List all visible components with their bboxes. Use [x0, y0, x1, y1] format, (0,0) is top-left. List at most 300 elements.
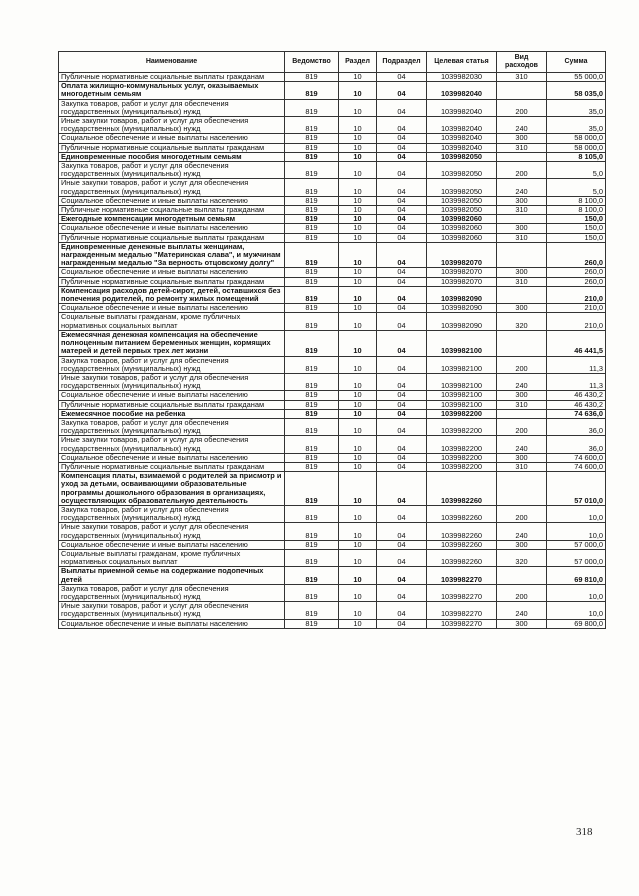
- table-row: [59, 215, 606, 224]
- cell-vid-raskhodov: 200: [497, 505, 547, 522]
- cell-summa: 74 600,0: [547, 453, 606, 462]
- cell-vid-raskhodov: [497, 152, 547, 161]
- cell-name: Социальное обеспечение и иные выплаты населению: [59, 619, 285, 628]
- cell-summa: 11,3: [547, 373, 606, 390]
- cell-summa: 46 430,2: [547, 391, 606, 400]
- cell-podrazdel: 04: [377, 179, 427, 196]
- cell-vedomstvo: 819: [285, 462, 339, 471]
- cell-summa: 36,0: [547, 418, 606, 435]
- cell-vid-raskhodov: 300: [497, 540, 547, 549]
- cell-vedomstvo: 819: [285, 409, 339, 418]
- cell-summa: 74 600,0: [547, 462, 606, 471]
- cell-name: Выплаты приемной семье на содержание подопечных детей: [59, 567, 285, 584]
- table-row: [59, 619, 606, 628]
- cell-summa: 58 035,0: [547, 82, 606, 99]
- cell-vid-raskhodov: 240: [497, 373, 547, 390]
- cell-vedomstvo: 819: [285, 179, 339, 196]
- cell-razdel: 10: [339, 313, 377, 330]
- table-row: [59, 418, 606, 435]
- table-row: [59, 409, 606, 418]
- table-row: [59, 523, 606, 540]
- cell-vedomstvo: 819: [285, 418, 339, 435]
- cell-summa: 8 105,0: [547, 152, 606, 161]
- cell-vedomstvo: 819: [285, 206, 339, 215]
- cell-vid-raskhodov: [497, 409, 547, 418]
- cell-vedomstvo: 819: [285, 523, 339, 540]
- cell-razdel: 10: [339, 196, 377, 205]
- cell-summa: 210,0: [547, 304, 606, 313]
- cell-vedomstvo: 819: [285, 224, 339, 233]
- table-row: [59, 242, 606, 268]
- cell-name: Единовременные денежные выплаты женщинам, награжденным медалью "Материнская слава", и мужчинам награжденным медалью "За верность отцовскому долгу": [59, 242, 285, 268]
- table-row: [59, 277, 606, 286]
- cell-razdel: 10: [339, 602, 377, 619]
- table-row: [59, 224, 606, 233]
- cell-razdel: 10: [339, 436, 377, 453]
- cell-summa: 150,0: [547, 224, 606, 233]
- cell-podrazdel: 04: [377, 162, 427, 179]
- cell-razdel: 10: [339, 540, 377, 549]
- cell-razdel: 10: [339, 400, 377, 409]
- cell-vedomstvo: 819: [285, 242, 339, 268]
- cell-podrazdel: 04: [377, 540, 427, 549]
- cell-celevaya-statya: 1039982040: [427, 117, 497, 134]
- cell-celevaya-statya: 1039982270: [427, 619, 497, 628]
- cell-razdel: 10: [339, 330, 377, 356]
- cell-celevaya-statya: 1039982070: [427, 242, 497, 268]
- cell-podrazdel: 04: [377, 472, 427, 506]
- cell-razdel: 10: [339, 117, 377, 134]
- cell-vedomstvo: 819: [285, 304, 339, 313]
- cell-name: Социальное обеспечение и иные выплаты населению: [59, 196, 285, 205]
- cell-celevaya-statya: 1039982050: [427, 196, 497, 205]
- table-row: [59, 162, 606, 179]
- cell-summa: 260,0: [547, 268, 606, 277]
- cell-vedomstvo: 819: [285, 356, 339, 373]
- header-vedomstvo: Ведомство: [285, 52, 339, 73]
- cell-vedomstvo: 819: [285, 549, 339, 566]
- cell-vid-raskhodov: 300: [497, 224, 547, 233]
- cell-name: Социальное обеспечение и иные выплаты населению: [59, 391, 285, 400]
- cell-podrazdel: 04: [377, 418, 427, 435]
- cell-vid-raskhodov: 310: [497, 277, 547, 286]
- cell-razdel: 10: [339, 523, 377, 540]
- cell-podrazdel: 04: [377, 99, 427, 116]
- cell-podrazdel: 04: [377, 356, 427, 373]
- cell-podrazdel: 04: [377, 409, 427, 418]
- table-row: [59, 584, 606, 601]
- cell-summa: 36,0: [547, 436, 606, 453]
- cell-celevaya-statya: 1039982260: [427, 523, 497, 540]
- table-row: [59, 99, 606, 116]
- cell-razdel: 10: [339, 373, 377, 390]
- table-row: [59, 268, 606, 277]
- cell-vedomstvo: 819: [285, 373, 339, 390]
- cell-celevaya-statya: 1039982090: [427, 304, 497, 313]
- cell-name: Публичные нормативные социальные выплаты гражданам: [59, 462, 285, 471]
- cell-name: Публичные нормативные социальные выплаты гражданам: [59, 277, 285, 286]
- cell-vid-raskhodov: 240: [497, 523, 547, 540]
- table-row: [59, 356, 606, 373]
- cell-vedomstvo: 819: [285, 82, 339, 99]
- cell-summa: 46 430,2: [547, 400, 606, 409]
- cell-podrazdel: 04: [377, 584, 427, 601]
- cell-razdel: 10: [339, 356, 377, 373]
- cell-razdel: 10: [339, 549, 377, 566]
- cell-summa: 260,0: [547, 242, 606, 268]
- table-row: [59, 602, 606, 619]
- cell-vid-raskhodov: 310: [497, 400, 547, 409]
- cell-summa: 35,0: [547, 99, 606, 116]
- table-row: [59, 400, 606, 409]
- cell-name: Закупка товаров, работ и услуг для обеспечения государственных (муниципальных) нужд: [59, 418, 285, 435]
- cell-celevaya-statya: 1039982030: [427, 73, 497, 82]
- cell-name: Закупка товаров, работ и услуг для обеспечения государственных (муниципальных) нужд: [59, 356, 285, 373]
- cell-summa: 150,0: [547, 215, 606, 224]
- cell-vid-raskhodov: [497, 286, 547, 303]
- table-body: [59, 73, 606, 629]
- table-row: [59, 152, 606, 161]
- cell-vid-raskhodov: 300: [497, 268, 547, 277]
- cell-vedomstvo: 819: [285, 117, 339, 134]
- table-row: [59, 286, 606, 303]
- table-row: [59, 143, 606, 152]
- cell-celevaya-statya: 1039982040: [427, 99, 497, 116]
- cell-name: Компенсация расходов детей-сирот, детей, оставшихся без попечения родителей, по ремонту жилых помещений: [59, 286, 285, 303]
- cell-name: Публичные нормативные социальные выплаты гражданам: [59, 400, 285, 409]
- cell-razdel: 10: [339, 215, 377, 224]
- cell-celevaya-statya: 1039982100: [427, 330, 497, 356]
- cell-vid-raskhodov: 300: [497, 304, 547, 313]
- header-name: Наименование: [59, 52, 285, 73]
- cell-razdel: 10: [339, 567, 377, 584]
- cell-razdel: 10: [339, 242, 377, 268]
- cell-name: Иные закупки товаров, работ и услуг для обеспечения государственных (муниципальных) нужд: [59, 602, 285, 619]
- cell-name: Ежегодные компенсации многодетным семьям: [59, 215, 285, 224]
- cell-name: Публичные нормативные социальные выплаты гражданам: [59, 206, 285, 215]
- cell-celevaya-statya: 1039982060: [427, 233, 497, 242]
- cell-celevaya-statya: 1039982100: [427, 356, 497, 373]
- cell-vid-raskhodov: 200: [497, 584, 547, 601]
- table-header-row: [59, 52, 606, 73]
- header-celevaya-statya: Целевая статья: [427, 52, 497, 73]
- table-row: [59, 330, 606, 356]
- cell-celevaya-statya: 1039982050: [427, 206, 497, 215]
- cell-podrazdel: 04: [377, 143, 427, 152]
- table-row: [59, 540, 606, 549]
- cell-vid-raskhodov: [497, 242, 547, 268]
- cell-summa: 10,0: [547, 584, 606, 601]
- cell-razdel: 10: [339, 206, 377, 215]
- cell-razdel: 10: [339, 73, 377, 82]
- budget-table: [58, 51, 606, 629]
- cell-summa: 5,0: [547, 162, 606, 179]
- table-row: [59, 179, 606, 196]
- cell-celevaya-statya: 1039982270: [427, 584, 497, 601]
- header-podrazdel: Подраздел: [377, 52, 427, 73]
- cell-vid-raskhodov: 310: [497, 206, 547, 215]
- cell-name: Единовременные пособия многодетным семьям: [59, 152, 285, 161]
- cell-podrazdel: 04: [377, 436, 427, 453]
- cell-celevaya-statya: 1039982070: [427, 277, 497, 286]
- cell-vedomstvo: 819: [285, 143, 339, 152]
- cell-summa: 10,0: [547, 505, 606, 522]
- cell-summa: 5,0: [547, 179, 606, 196]
- table-row: [59, 472, 606, 506]
- cell-vedomstvo: 819: [285, 233, 339, 242]
- cell-celevaya-statya: 1039982050: [427, 179, 497, 196]
- cell-vid-raskhodov: 300: [497, 391, 547, 400]
- cell-podrazdel: 04: [377, 82, 427, 99]
- cell-vid-raskhodov: 240: [497, 179, 547, 196]
- cell-name: Иные закупки товаров, работ и услуг для обеспечения государственных (муниципальных) нужд: [59, 436, 285, 453]
- cell-razdel: 10: [339, 418, 377, 435]
- cell-podrazdel: 04: [377, 233, 427, 242]
- cell-podrazdel: 04: [377, 567, 427, 584]
- cell-razdel: 10: [339, 82, 377, 99]
- cell-vid-raskhodov: [497, 215, 547, 224]
- cell-celevaya-statya: 1039982040: [427, 143, 497, 152]
- cell-celevaya-statya: 1039982050: [427, 152, 497, 161]
- cell-celevaya-statya: 1039982270: [427, 602, 497, 619]
- cell-name: Публичные нормативные социальные выплаты гражданам: [59, 143, 285, 152]
- cell-name: Социальное обеспечение и иные выплаты населению: [59, 134, 285, 143]
- cell-vid-raskhodov: [497, 567, 547, 584]
- table-row: [59, 206, 606, 215]
- table-row: [59, 436, 606, 453]
- cell-podrazdel: 04: [377, 330, 427, 356]
- cell-razdel: 10: [339, 619, 377, 628]
- cell-summa: 74 636,0: [547, 409, 606, 418]
- cell-summa: 58 000,0: [547, 134, 606, 143]
- cell-podrazdel: 04: [377, 277, 427, 286]
- cell-celevaya-statya: 1039982090: [427, 286, 497, 303]
- cell-summa: 69 810,0: [547, 567, 606, 584]
- cell-summa: 10,0: [547, 602, 606, 619]
- cell-vid-raskhodov: [497, 330, 547, 356]
- cell-vid-raskhodov: [497, 472, 547, 506]
- cell-celevaya-statya: 1039982260: [427, 549, 497, 566]
- header-razdel: Раздел: [339, 52, 377, 73]
- cell-summa: 69 800,0: [547, 619, 606, 628]
- cell-celevaya-statya: 1039982100: [427, 391, 497, 400]
- cell-vid-raskhodov: 200: [497, 162, 547, 179]
- cell-name: Социальное обеспечение и иные выплаты населению: [59, 453, 285, 462]
- cell-name: Иные закупки товаров, работ и услуг для обеспечения государственных (муниципальных) нужд: [59, 523, 285, 540]
- cell-vedomstvo: 819: [285, 134, 339, 143]
- cell-vedomstvo: 819: [285, 400, 339, 409]
- cell-name: Ежемесячное пособие на ребенка: [59, 409, 285, 418]
- cell-vid-raskhodov: [497, 82, 547, 99]
- cell-podrazdel: 04: [377, 73, 427, 82]
- cell-celevaya-statya: 1039982100: [427, 400, 497, 409]
- cell-summa: 8 100,0: [547, 196, 606, 205]
- cell-name: Закупка товаров, работ и услуг для обеспечения государственных (муниципальных) нужд: [59, 162, 285, 179]
- cell-summa: 57 000,0: [547, 549, 606, 566]
- table-row: [59, 233, 606, 242]
- cell-podrazdel: 04: [377, 224, 427, 233]
- cell-podrazdel: 04: [377, 215, 427, 224]
- page-number: 318: [576, 826, 593, 838]
- cell-name: Оплата жилищно-коммунальных услуг, оказываемых многодетным семьям: [59, 82, 285, 99]
- cell-podrazdel: 04: [377, 453, 427, 462]
- cell-name: Социальные выплаты гражданам, кроме публичных нормативных социальных выплат: [59, 549, 285, 566]
- cell-celevaya-statya: 1039982200: [427, 436, 497, 453]
- cell-celevaya-statya: 1039982260: [427, 540, 497, 549]
- table-row: [59, 391, 606, 400]
- table-row: [59, 462, 606, 471]
- cell-vedomstvo: 819: [285, 453, 339, 462]
- cell-vedomstvo: 819: [285, 472, 339, 506]
- cell-podrazdel: 04: [377, 117, 427, 134]
- cell-podrazdel: 04: [377, 400, 427, 409]
- cell-celevaya-statya: 1039982270: [427, 567, 497, 584]
- cell-vedomstvo: 819: [285, 73, 339, 82]
- cell-vedomstvo: 819: [285, 99, 339, 116]
- cell-summa: 57 010,0: [547, 472, 606, 506]
- cell-summa: 57 000,0: [547, 540, 606, 549]
- cell-vedomstvo: 819: [285, 330, 339, 356]
- cell-podrazdel: 04: [377, 523, 427, 540]
- cell-podrazdel: 04: [377, 549, 427, 566]
- table-row: [59, 196, 606, 205]
- cell-podrazdel: 04: [377, 602, 427, 619]
- cell-summa: 55 000,0: [547, 73, 606, 82]
- cell-celevaya-statya: 1039982260: [427, 472, 497, 506]
- cell-celevaya-statya: 1039982040: [427, 134, 497, 143]
- cell-vedomstvo: 819: [285, 162, 339, 179]
- cell-name: Социальное обеспечение и иные выплаты населению: [59, 268, 285, 277]
- cell-podrazdel: 04: [377, 268, 427, 277]
- cell-celevaya-statya: 1039982260: [427, 505, 497, 522]
- cell-razdel: 10: [339, 179, 377, 196]
- cell-celevaya-statya: 1039982090: [427, 313, 497, 330]
- cell-vid-raskhodov: 320: [497, 549, 547, 566]
- cell-name: Закупка товаров, работ и услуг для обеспечения государственных (муниципальных) нужд: [59, 99, 285, 116]
- header-summa: Сумма: [547, 52, 606, 73]
- cell-razdel: 10: [339, 584, 377, 601]
- cell-celevaya-statya: 1039982200: [427, 462, 497, 471]
- cell-vid-raskhodov: 300: [497, 619, 547, 628]
- cell-vid-raskhodov: 300: [497, 453, 547, 462]
- cell-name: Публичные нормативные социальные выплаты гражданам: [59, 233, 285, 242]
- table-row: [59, 134, 606, 143]
- cell-razdel: 10: [339, 472, 377, 506]
- cell-vid-raskhodov: 300: [497, 134, 547, 143]
- cell-vid-raskhodov: 200: [497, 356, 547, 373]
- cell-vedomstvo: 819: [285, 215, 339, 224]
- cell-podrazdel: 04: [377, 286, 427, 303]
- cell-vid-raskhodov: 310: [497, 73, 547, 82]
- cell-vid-raskhodov: 300: [497, 196, 547, 205]
- cell-celevaya-statya: 1039982200: [427, 418, 497, 435]
- cell-podrazdel: 04: [377, 196, 427, 205]
- cell-razdel: 10: [339, 99, 377, 116]
- cell-name: Закупка товаров, работ и услуг для обеспечения государственных (муниципальных) нужд: [59, 505, 285, 522]
- cell-vedomstvo: 819: [285, 505, 339, 522]
- cell-vedomstvo: 819: [285, 152, 339, 161]
- cell-summa: 150,0: [547, 233, 606, 242]
- cell-name: Иные закупки товаров, работ и услуг для обеспечения государственных (муниципальных) нужд: [59, 373, 285, 390]
- cell-vid-raskhodov: 200: [497, 418, 547, 435]
- cell-podrazdel: 04: [377, 304, 427, 313]
- cell-vid-raskhodov: 310: [497, 233, 547, 242]
- cell-podrazdel: 04: [377, 373, 427, 390]
- cell-summa: 11,3: [547, 356, 606, 373]
- cell-podrazdel: 04: [377, 134, 427, 143]
- cell-razdel: 10: [339, 462, 377, 471]
- cell-summa: 35,0: [547, 117, 606, 134]
- cell-celevaya-statya: 1039982200: [427, 453, 497, 462]
- cell-name: Социальное обеспечение и иные выплаты населению: [59, 540, 285, 549]
- cell-celevaya-statya: 1039982100: [427, 373, 497, 390]
- cell-razdel: 10: [339, 162, 377, 179]
- cell-name: Иные закупки товаров, работ и услуг для обеспечения государственных (муниципальных) нужд: [59, 117, 285, 134]
- cell-vid-raskhodov: 310: [497, 143, 547, 152]
- cell-podrazdel: 04: [377, 391, 427, 400]
- cell-razdel: 10: [339, 233, 377, 242]
- cell-vedomstvo: 819: [285, 313, 339, 330]
- table-row: [59, 453, 606, 462]
- cell-vedomstvo: 819: [285, 391, 339, 400]
- cell-summa: 260,0: [547, 277, 606, 286]
- cell-summa: 210,0: [547, 313, 606, 330]
- cell-vid-raskhodov: 240: [497, 602, 547, 619]
- cell-podrazdel: 04: [377, 206, 427, 215]
- cell-vid-raskhodov: 310: [497, 462, 547, 471]
- cell-name: Публичные нормативные социальные выплаты гражданам: [59, 73, 285, 82]
- table-row: [59, 549, 606, 566]
- cell-razdel: 10: [339, 304, 377, 313]
- cell-podrazdel: 04: [377, 152, 427, 161]
- cell-celevaya-statya: 1039982060: [427, 215, 497, 224]
- cell-name: Социальные выплаты гражданам, кроме публичных нормативных социальных выплат: [59, 313, 285, 330]
- cell-celevaya-statya: 1039982200: [427, 409, 497, 418]
- table-row: [59, 505, 606, 522]
- cell-razdel: 10: [339, 505, 377, 522]
- table-row: [59, 373, 606, 390]
- cell-razdel: 10: [339, 268, 377, 277]
- cell-summa: 210,0: [547, 286, 606, 303]
- cell-podrazdel: 04: [377, 242, 427, 268]
- cell-vedomstvo: 819: [285, 619, 339, 628]
- cell-name: Иные закупки товаров, работ и услуг для обеспечения государственных (муниципальных) нужд: [59, 179, 285, 196]
- cell-podrazdel: 04: [377, 313, 427, 330]
- cell-vedomstvo: 819: [285, 286, 339, 303]
- cell-summa: 58 000,0: [547, 143, 606, 152]
- cell-podrazdel: 04: [377, 505, 427, 522]
- cell-celevaya-statya: 1039982060: [427, 224, 497, 233]
- cell-razdel: 10: [339, 152, 377, 161]
- table-row: [59, 82, 606, 99]
- cell-razdel: 10: [339, 286, 377, 303]
- cell-name: Социальное обеспечение и иные выплаты населению: [59, 304, 285, 313]
- cell-vedomstvo: 819: [285, 567, 339, 584]
- cell-razdel: 10: [339, 391, 377, 400]
- cell-celevaya-statya: 1039982070: [427, 268, 497, 277]
- table-row: [59, 567, 606, 584]
- cell-vid-raskhodov: 240: [497, 436, 547, 453]
- cell-name: Социальное обеспечение и иные выплаты населению: [59, 224, 285, 233]
- cell-name: Компенсация платы, взимаемой с родителей за присмотр и уход за детьми, осваивающими образовательные программы дошкольного образования в организациях, осуществляющих образовательную деятельность: [59, 472, 285, 506]
- cell-vedomstvo: 819: [285, 268, 339, 277]
- cell-name: Закупка товаров, работ и услуг для обеспечения государственных (муниципальных) нужд: [59, 584, 285, 601]
- cell-vedomstvo: 819: [285, 277, 339, 286]
- cell-vedomstvo: 819: [285, 540, 339, 549]
- cell-podrazdel: 04: [377, 462, 427, 471]
- cell-name: Ежемесячная денежная компенсация на обеспечение полноценным питанием беременных женщин, кормящих матерей и детей первых трех лет жизни: [59, 330, 285, 356]
- table-row: [59, 304, 606, 313]
